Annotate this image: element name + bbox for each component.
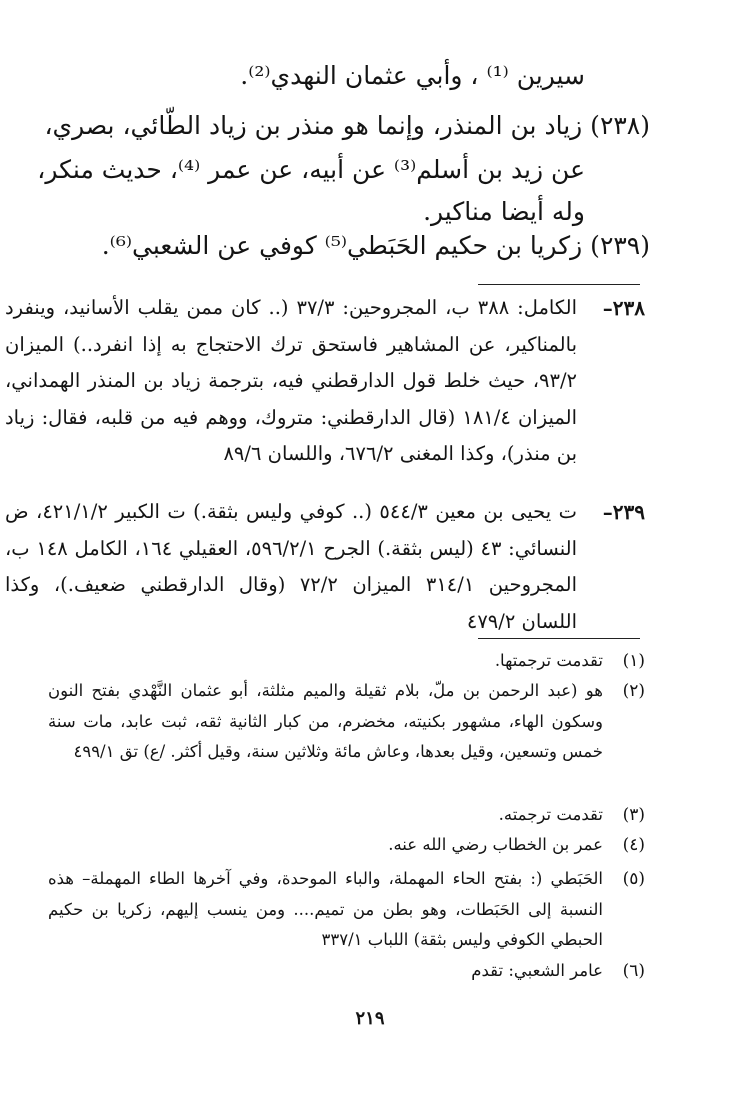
footnote-number: (٥): [622, 869, 645, 889]
takhrij-number: ٢٣٩–: [602, 500, 645, 524]
main-entry-238-line: [44, 106, 650, 146]
main-text-line: سيرين ⁽¹⁾ ، وأبي عثمان النهدي⁽²⁾.: [240, 61, 585, 90]
main-entry-238-line: وله أيضا مناكير.: [423, 197, 585, 226]
entry-number-238: (٢٣٨): [590, 111, 650, 140]
takhrij-number: ٢٣٨–: [602, 296, 645, 320]
main-entry-238-line: عن زيد بن أسلم⁽³⁾ عن أبيه، عن عمر ⁽⁴⁾، حديث منكر،: [37, 155, 585, 184]
footnote-text: عامر الشعبي: تقدم: [471, 961, 603, 980]
footnote-number: (٤): [622, 835, 645, 855]
takhrij-entry-238: [5, 290, 645, 490]
takhrij-text: ت يحيى بن معين ٥٤٤/٣ (.. كوفي وليس بثقة.) ت الكبير ٤٢١/١/٢، ض النسائي: ٤٣ (ليس بثقة.) الجرح ٥٩٦/٢/١، العقيلي ١٦٤، الكامل ١٤٨ ب، المجروحين ٣١٤/١ الميزان ٧٢/٢ (وقال الدارقطني ضعيف.)، وكذا اللسان ٤٧٩/٢: [5, 500, 577, 633]
footnote-text: عمر بن الخطاب رضي الله عنه.: [388, 835, 603, 854]
entry-239-text: زكريا بن حكيم الحَبَطي⁽⁵⁾ كوفي عن الشعبي⁽⁶⁾.: [101, 231, 583, 260]
footnote-text: تقدمت ترجمتها.: [494, 651, 603, 670]
takhrij-text: الكامل: ٣٨٨ ب، المجروحين: ٣٧/٣ (.. كان ممن يقلب الأسانيد، وينفرد بالمناكير، عن المشاهير فاستحق ترك الاحتجاج به إذا انفرد..) الميزان ٩٣/٢، حيث خلط قول الدارقطني فيه، بترجمة زياد بن المنذر الهمداني، الميزان ١٨١/٤ (قال الدارقطني: متروك، ووهم فيه من قلبه، فقال: زياد بن منذر)، وكذا المغنى ٦٧٦/٢، واللسان ٨٩/٦: [5, 296, 577, 465]
footnote-text: تقدمت ترجمته.: [498, 805, 603, 824]
footnote-number: (٢): [622, 681, 645, 701]
entry-238-text: زياد بن المنذر، وإنما هو منذر بن زياد الطّائي، بصري،: [44, 111, 583, 140]
footnote-text: هو (عبد الرحمن بن ملّ، بلام ثقيلة والميم مثلثة، أبو عثمان النَّهْدي بفتح النون وسكون الهاء، مشهور بكنيته، مخضرم، من كبار الثانية ثقه، ثبت عابد، مات سنة خمس وتسعين، وقيل بعدها، وعاش مائة وثلاثين سنة، وقيل أكثر. /ع) تق ٤٩٩/١: [48, 681, 603, 761]
entry-number-239: (٢٣٩): [590, 231, 650, 260]
footnote-separator-rule: [478, 638, 640, 639]
main-entry-239-line: [50, 226, 650, 266]
footnote-text: الحَبَطي (: بفتح الحاء المهملة، والباء الموحدة، وفي آخرها الطاء المهملة– هذه النسبة إلى الحَبَطات، وهو بطن من تميم.... ومن ينسب إليهم، زكريا بن حكيم الحبطي الكوفي وليس بثقة) اللباب ٣٣٧/١: [48, 869, 603, 949]
footnote-number: (٦): [622, 961, 645, 981]
page-number: ٢١٩: [355, 1008, 385, 1029]
takhrij-entry-239: [5, 494, 645, 634]
footnote-number: (١): [622, 651, 645, 671]
separator-rule: [478, 284, 640, 285]
footnote-number: (٣): [622, 805, 645, 825]
